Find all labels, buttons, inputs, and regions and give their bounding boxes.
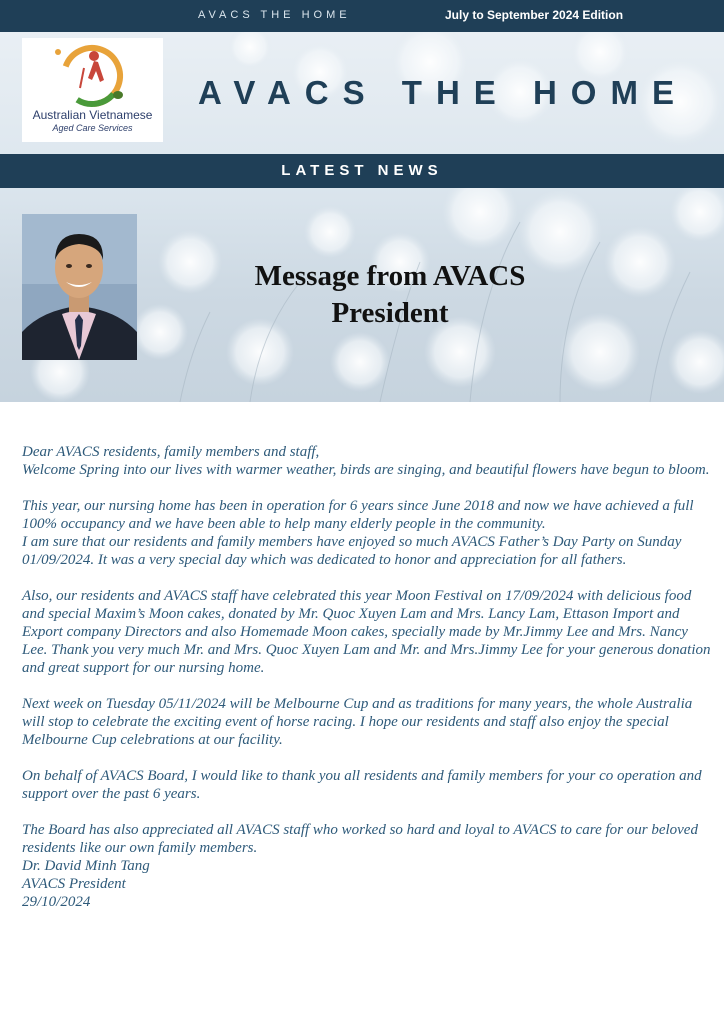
section-label: LATEST NEWS	[281, 162, 443, 179]
signature-role: AVACS President	[22, 876, 126, 892]
letter-paragraph: Welcome Spring into our lives with warmer weather, birds are singing, and beautiful flowers have begun to bloom.	[22, 462, 710, 478]
signature-date: 29/10/2024	[22, 894, 91, 910]
letter-paragraph: I am sure that our residents and family members have enjoyed so much AVACS Father’s Day Party on Sunday 01/09/2024. It was a very special day which was dedicated to honor and appreciation for all fathers.	[22, 534, 682, 568]
letter-paragraph: Next week on Tuesday 05/11/2024 will be Melbourne Cup and as traditions for many years, the whole Australia will stop to celebrate the exciting event of horse racing. I hope our residents and staff also enjoy the special Melbourne Cup celebrations at our facility.	[22, 696, 693, 748]
letter-paragraph: Also, our residents and AVACS staff have celebrated this year Moon Festival on 17/09/2024 with delicious food and special Maxim’s Moon cakes, donated by Mr. Quoc Xuyen Lam and Mrs. Lancy Lam, Ettason Import and Export company Directors and also Homemade Moon cakes, specially made by Mr.Jimmy Lee and Mrs. Nancy Lee. Thank you very much Mr. and Mrs. Quoc Xuyen Lam and Mr. and Mrs.Jimmy Lee for your generous donation and great support for our nursing home.	[22, 588, 711, 676]
letter-greeting: Dear AVACS residents, family members and staff,	[22, 444, 320, 460]
portrait-image	[22, 214, 137, 360]
letter-paragraph: The Board has also appreciated all AVACS staff who worked so hard and loyal to AVACS to care for our beloved residents like our own family members.	[22, 822, 698, 856]
signature-name: Dr. David Minh Tang	[22, 858, 150, 874]
avacs-logo	[22, 38, 163, 142]
article-title	[230, 258, 550, 332]
article-title-line1: Message from AVACS	[254, 260, 526, 292]
logo-text-line2: Aged Care Services	[52, 123, 133, 133]
article-title-line2: President	[331, 297, 449, 329]
masthead-title: AVACS THE HOME	[198, 74, 688, 111]
logo-emblem-icon	[22, 38, 163, 110]
top-header-bar	[0, 0, 724, 32]
letter-paragraph: This year, our nursing home has been in operation for 6 years since June 2018 and now we have achieved a full 100% occupancy and we have been able to help many elderly people in the community.	[22, 498, 694, 532]
president-photo	[22, 214, 137, 360]
edition-label: July to September 2024 Edition	[445, 8, 624, 22]
letter-body	[22, 443, 712, 911]
letter-paragraph: On behalf of AVACS Board, I would like to thank you all residents and family members for your co operation and support over the past 6 years.	[22, 768, 702, 802]
logo-text-line1: Australian Vietnamese	[32, 108, 153, 122]
section-bar	[0, 154, 724, 188]
header-brand: AVACS THE HOME	[198, 9, 351, 21]
